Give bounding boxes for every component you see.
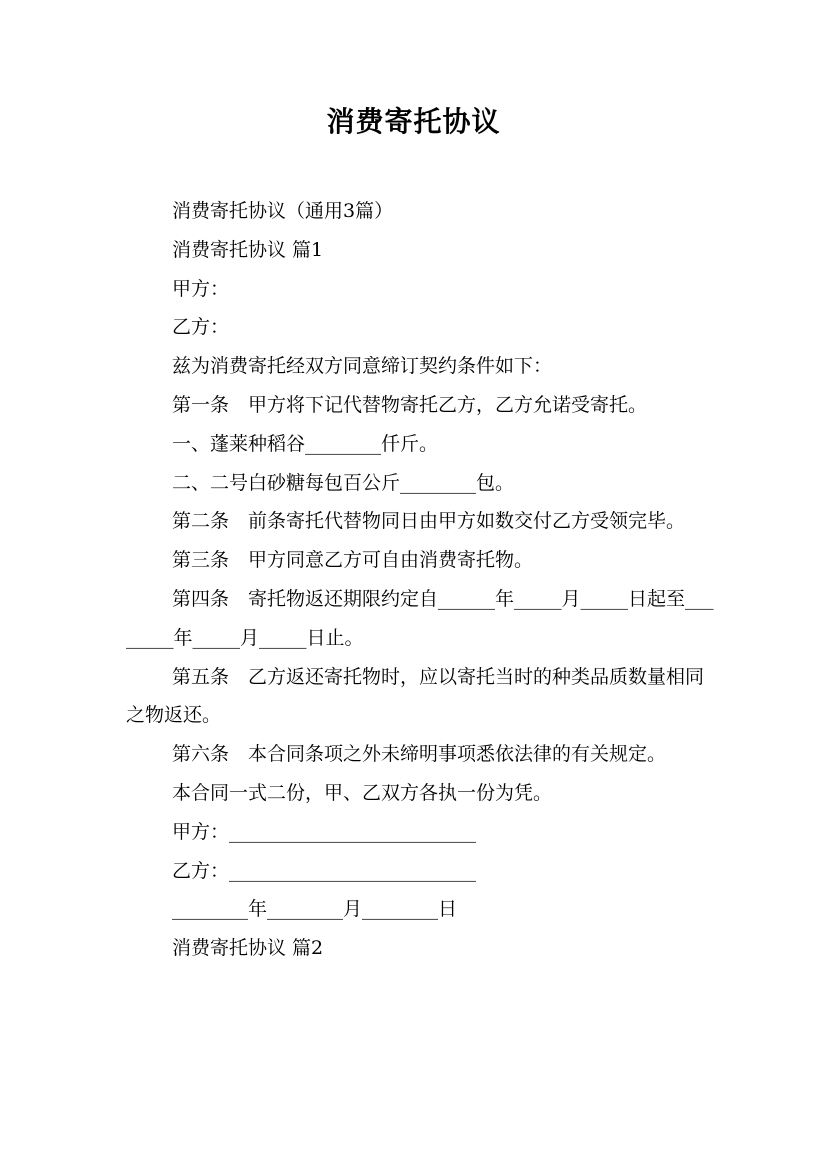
paragraph-section-1-heading: 消费寄托协议 篇1 [172, 238, 324, 261]
signature-date: ________年________月________日 [172, 898, 458, 921]
paragraph-party-a: 甲方： [172, 277, 230, 300]
paragraph-party-b: 乙方： [172, 316, 230, 339]
paragraph-article-5: 第五条 乙方返还寄托物时，应以寄托当时的种类品质数量相同之物返还。 [126, 665, 705, 727]
document-title: 消费寄托协议 [326, 105, 501, 138]
signature-party-b: 乙方：__________________________ [172, 859, 477, 882]
paragraph-article-1: 第一条 甲方将下记代替物寄托乙方，乙方允诺受寄托。 [172, 393, 648, 416]
document-body [126, 192, 716, 968]
paragraph-article-2: 第二条 前条寄托代替物同日由甲方如数交付乙方受领完毕。 [172, 510, 686, 533]
signature-party-a: 甲方：__________________________ [172, 820, 477, 843]
paragraph-section-2-heading: 消费寄托协议 篇2 [172, 937, 324, 960]
paragraph-item-1: 一、蓬莱种稻谷________仟斤。 [172, 432, 439, 455]
paragraph-article-4: 第四条 寄托物返还期限约定自______年_____月_____日起至________年_____月_____日止。 [126, 587, 714, 649]
paragraph-item-2: 二、二号白砂糖每包百公斤________包。 [172, 471, 515, 494]
paragraph-preamble: 兹为消费寄托经双方同意缔订契约条件如下： [172, 355, 553, 378]
paragraph-article-6: 第六条 本合同条项之外未缔明事项悉依法律的有关规定。 [172, 743, 667, 766]
paragraph-subtitle: 消费寄托协议（通用3篇） [172, 200, 394, 222]
paragraph-article-3: 第三条 甲方同意乙方可自由消费寄托物。 [172, 549, 534, 572]
paragraph-copies: 本合同一式二份，甲、乙双方各执一份为凭。 [172, 781, 553, 804]
